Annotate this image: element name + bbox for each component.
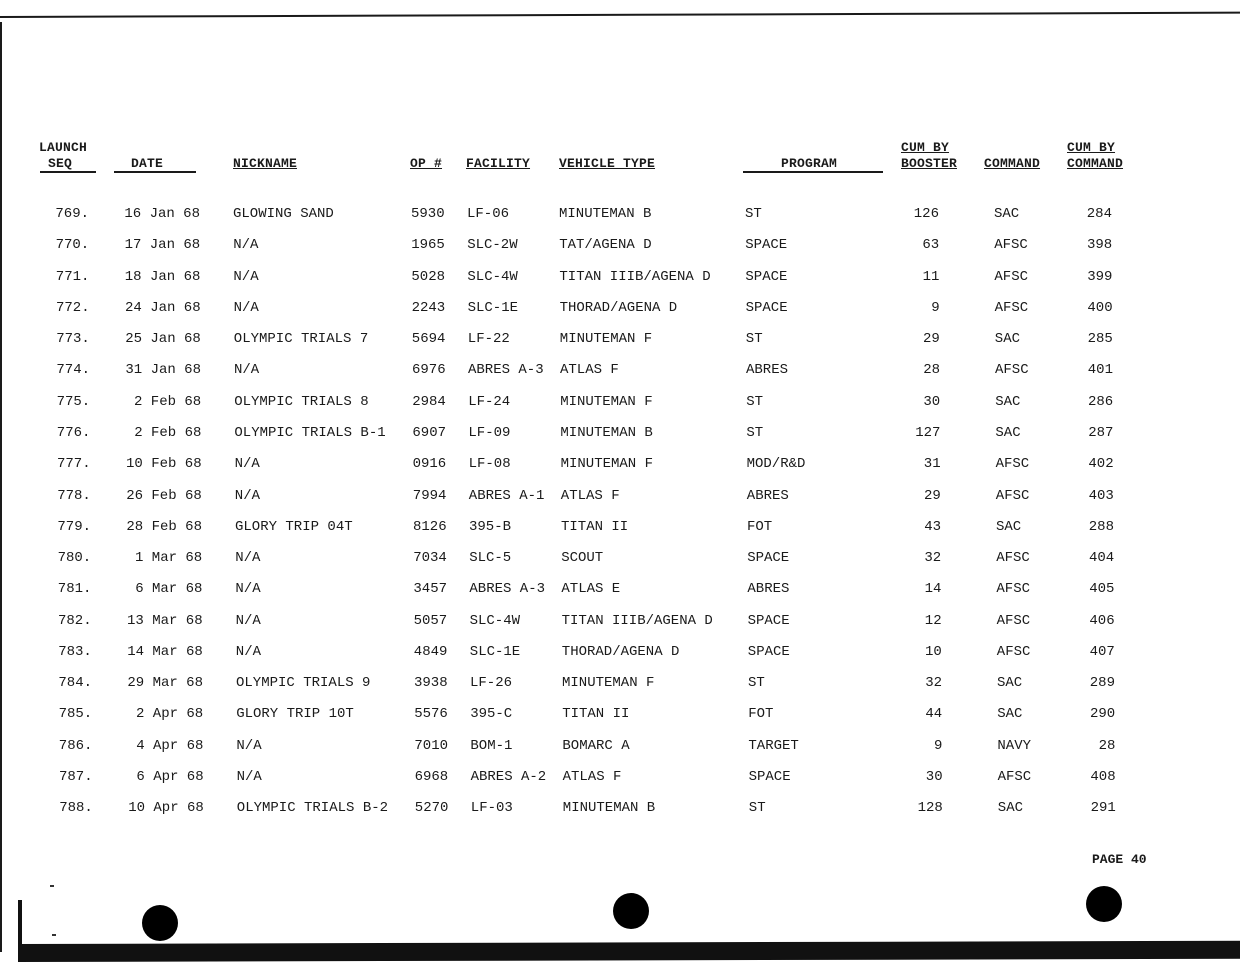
table-row xyxy=(0,673,1240,695)
cell-cum-command: 285 xyxy=(1087,331,1113,348)
cell-program: FOT xyxy=(747,518,773,535)
cell-date: 16 Jan 68 xyxy=(124,206,200,222)
cell-cum-booster: 9 xyxy=(934,737,943,754)
cell-program: SPACE xyxy=(748,769,791,786)
cell-facility: ABRES A-3 xyxy=(469,581,546,598)
cell-date: 14 Mar 68 xyxy=(127,643,203,660)
cell-nickname: N/A xyxy=(235,643,262,660)
cell-cum-command: 407 xyxy=(1089,643,1115,660)
cell-cum-command: 408 xyxy=(1090,769,1116,786)
header-cum-by-command: CUM BY COMMAND xyxy=(1067,140,1124,171)
cell-program: ABRES xyxy=(747,581,790,598)
cell-seq: 774. xyxy=(56,362,90,379)
cell-op: 7994 xyxy=(412,487,447,504)
cell-cum-booster: 29 xyxy=(924,487,941,504)
header-facility: FACILITY xyxy=(466,156,531,171)
cell-command: SAC xyxy=(997,706,1023,723)
cell-op: 3938 xyxy=(414,675,448,692)
cell-program: MOD/R&D xyxy=(746,456,806,473)
cell-command: SAC xyxy=(995,393,1021,410)
cell-nickname: N/A xyxy=(234,456,260,473)
cell-cum-booster: 10 xyxy=(925,643,942,660)
cell-vehicle-type: MINUTEMAN B xyxy=(559,206,652,222)
cell-date: 18 Jan 68 xyxy=(124,268,201,285)
cell-vehicle-type: MINUTEMAN B xyxy=(562,800,656,817)
cell-date: 2 Feb 68 xyxy=(133,393,202,410)
cell-op: 6968 xyxy=(414,769,449,786)
cell-nickname: OLYMPIC TRIALS B-2 xyxy=(236,800,389,817)
cell-cum-command: 400 xyxy=(1087,299,1113,316)
cell-vehicle-type: THORAD/AGENA D xyxy=(561,643,680,660)
cell-nickname: GLORY TRIP 10T xyxy=(236,706,354,723)
cell-cum-command: 405 xyxy=(1089,581,1115,598)
cell-cum-command: 290 xyxy=(1089,706,1116,723)
cell-seq: 772. xyxy=(56,299,90,316)
cell-facility: 395-B xyxy=(469,518,512,535)
cell-command: AFSC xyxy=(996,643,1031,660)
cell-op: 2243 xyxy=(411,299,446,316)
cell-program: SPACE xyxy=(745,299,788,316)
cell-seq: 784. xyxy=(58,675,92,692)
cell-command: SAC xyxy=(996,518,1022,535)
cell-date: 31 Jan 68 xyxy=(125,362,201,379)
cell-command: NAVY xyxy=(997,737,1031,754)
cell-program: SPACE xyxy=(747,643,790,660)
table-row xyxy=(0,454,1240,476)
cell-facility: BOM-1 xyxy=(470,737,513,754)
cell-op: 5930 xyxy=(411,206,445,222)
cell-program: SPACE xyxy=(747,612,790,629)
cell-program: ABRES xyxy=(746,487,789,504)
header-program: PROGRAM xyxy=(781,156,838,171)
cell-cum-booster: 29 xyxy=(923,331,940,348)
cell-cum-command: 403 xyxy=(1088,487,1114,504)
cell-nickname: N/A xyxy=(236,737,262,754)
table-row xyxy=(0,579,1240,601)
cell-nickname: N/A xyxy=(235,550,261,567)
cell-op: 5576 xyxy=(414,706,448,723)
cell-nickname: N/A xyxy=(235,612,261,629)
cell-op: 7034 xyxy=(413,550,447,567)
cell-facility: SLC-1E xyxy=(467,299,519,316)
table-row xyxy=(0,360,1240,382)
cell-vehicle-type: TITAN IIIB/AGENA D xyxy=(561,612,713,629)
cell-program: ST xyxy=(746,424,764,441)
cell-nickname: GLORY TRIP 04T xyxy=(235,518,353,535)
header-vehicle-type: VEHICLE TYPE xyxy=(559,156,656,171)
table-row xyxy=(0,517,1240,539)
cell-nickname: N/A xyxy=(235,581,261,598)
punch-hole-center xyxy=(613,893,649,929)
cell-vehicle-type: ATLAS F xyxy=(560,362,619,379)
punch-hole-left xyxy=(142,905,178,941)
cell-seq: 780. xyxy=(57,550,92,567)
cell-vehicle-type: MINUTEMAN F xyxy=(559,331,653,348)
scan-speck xyxy=(50,885,54,887)
cell-program: ST xyxy=(745,331,763,348)
cell-nickname: N/A xyxy=(233,268,259,285)
cell-nickname: N/A xyxy=(236,769,262,786)
cell-command: SAC xyxy=(994,331,1021,348)
cell-op: 7010 xyxy=(414,737,448,754)
cell-op: 8126 xyxy=(413,518,447,535)
cell-seq: 769. xyxy=(55,206,89,222)
cell-program: FOT xyxy=(748,706,774,723)
cell-seq: 770. xyxy=(55,237,90,254)
cell-vehicle-type: ATLAS E xyxy=(561,581,621,598)
cell-vehicle-type: THORAD/AGENA D xyxy=(559,299,678,316)
table-row xyxy=(0,642,1240,664)
cell-command: SAC xyxy=(997,675,1023,692)
cell-facility: LF-22 xyxy=(467,331,510,348)
cell-op: 2984 xyxy=(412,393,446,410)
cell-facility: SLC-2W xyxy=(467,237,518,254)
cell-program: ST xyxy=(745,206,762,222)
cell-op: 6976 xyxy=(412,362,446,379)
table-row xyxy=(0,736,1240,758)
cell-vehicle-type: SCOUT xyxy=(561,550,604,567)
cell-cum-booster: 126 xyxy=(913,206,939,222)
cell-vehicle-type: TITAN II xyxy=(562,706,630,723)
cell-date: 17 Jan 68 xyxy=(124,237,201,254)
table-row xyxy=(0,204,1240,226)
cell-facility: LF-26 xyxy=(470,675,513,692)
table-row xyxy=(0,798,1240,820)
cell-seq: 773. xyxy=(56,331,90,348)
cell-seq: 775. xyxy=(56,393,91,410)
table-row xyxy=(0,486,1240,508)
cell-vehicle-type: TITAN II xyxy=(561,518,629,535)
header-command: COMMAND xyxy=(984,156,1041,171)
header-nickname: NICKNAME xyxy=(233,156,298,171)
cell-cum-command: 287 xyxy=(1088,424,1114,441)
page-edge-bottom xyxy=(18,941,1240,962)
cell-nickname: OLYMPIC TRIALS 7 xyxy=(233,331,369,348)
table-row xyxy=(0,611,1240,633)
cell-command: SAC xyxy=(995,424,1021,441)
table-row xyxy=(0,329,1240,351)
table-row xyxy=(0,423,1240,445)
cell-date: 1 Mar 68 xyxy=(134,550,203,567)
cell-op: 5694 xyxy=(411,331,446,348)
cell-date: 4 Apr 68 xyxy=(136,737,204,754)
cell-cum-booster: 128 xyxy=(917,800,943,817)
cell-cum-booster: 30 xyxy=(925,769,943,786)
cell-vehicle-type: ATLAS F xyxy=(560,487,620,504)
cell-facility: LF-08 xyxy=(468,456,511,473)
cell-date: 2 Feb 68 xyxy=(134,424,202,441)
cell-seq: 787. xyxy=(59,769,93,786)
cell-facility: LF-06 xyxy=(467,206,510,222)
cell-cum-booster: 127 xyxy=(915,424,941,441)
cell-command: AFSC xyxy=(995,456,1030,473)
cell-op: 5028 xyxy=(411,268,445,285)
table-row xyxy=(0,392,1240,414)
cell-cum-command: 402 xyxy=(1088,456,1114,473)
cell-program: SPACE xyxy=(745,237,788,254)
cell-nickname: OLYMPIC TRIALS 8 xyxy=(234,393,369,410)
cell-cum-command: 406 xyxy=(1089,612,1115,629)
cell-program: SPACE xyxy=(747,550,790,567)
cell-date: 24 Jan 68 xyxy=(124,299,201,316)
cell-command: SAC xyxy=(997,800,1024,817)
cell-program: ABRES xyxy=(746,362,789,379)
cell-op: 5057 xyxy=(413,612,448,629)
cell-command: SAC xyxy=(994,206,1020,222)
cell-op: 5270 xyxy=(414,800,449,817)
cell-cum-booster: 63 xyxy=(922,237,940,254)
cell-op: 3457 xyxy=(413,581,447,598)
cell-facility: 395-C xyxy=(470,706,513,723)
cell-seq: 777. xyxy=(57,456,91,473)
cell-seq: 783. xyxy=(58,643,92,660)
cell-command: AFSC xyxy=(996,612,1031,629)
cell-date: 25 Jan 68 xyxy=(125,331,201,348)
cell-nickname: N/A xyxy=(233,299,259,316)
cell-command: AFSC xyxy=(994,299,1029,316)
cell-vehicle-type: MINUTEMAN B xyxy=(560,424,653,441)
cell-cum-command: 28 xyxy=(1098,737,1116,754)
table-row xyxy=(0,767,1240,789)
cell-cum-booster: 30 xyxy=(923,393,941,410)
cell-date: 29 Mar 68 xyxy=(127,675,203,692)
cell-facility: ABRES A-2 xyxy=(470,769,547,786)
cell-program: ST xyxy=(748,800,766,817)
cell-date: 28 Feb 68 xyxy=(126,518,202,535)
cell-cum-command: 289 xyxy=(1089,675,1115,692)
cell-command: AFSC xyxy=(995,362,1029,379)
cell-op: 1965 xyxy=(411,237,445,254)
cell-seq: 778. xyxy=(57,487,91,504)
cell-op: 4849 xyxy=(413,643,448,660)
header-launch-seq: LAUNCH SEQ xyxy=(39,140,88,171)
header-op: OP # xyxy=(410,156,443,171)
cell-op: 6907 xyxy=(412,424,446,441)
cell-facility: LF-03 xyxy=(470,800,513,817)
cell-facility: SLC-4W xyxy=(467,268,518,285)
cell-facility: SLC-5 xyxy=(469,550,512,567)
cell-cum-booster: 43 xyxy=(924,518,941,535)
cell-seq: 771. xyxy=(55,268,90,285)
page-edge-corner xyxy=(18,900,22,962)
cell-program: ST xyxy=(746,393,763,410)
cell-program: SPACE xyxy=(745,268,788,285)
cell-cum-booster: 28 xyxy=(923,362,940,379)
cell-nickname: N/A xyxy=(234,362,260,379)
cell-cum-command: 291 xyxy=(1090,800,1116,817)
cell-nickname: GLOWING SAND xyxy=(233,206,334,222)
cell-cum-booster: 31 xyxy=(923,456,941,473)
cell-vehicle-type: MINUTEMAN F xyxy=(560,393,653,410)
cell-seq: 788. xyxy=(59,800,93,817)
table-row xyxy=(0,704,1240,726)
cell-seq: 779. xyxy=(57,518,91,535)
cell-date: 26 Feb 68 xyxy=(126,487,202,504)
cell-seq: 776. xyxy=(56,424,91,441)
cell-cum-command: 398 xyxy=(1086,237,1113,254)
cell-cum-command: 284 xyxy=(1086,206,1112,222)
cell-program: TARGET xyxy=(748,737,799,754)
header-rule-program xyxy=(743,171,883,173)
cell-seq: 785. xyxy=(58,706,93,723)
cell-op: 0916 xyxy=(412,456,447,473)
cell-nickname: OLYMPIC TRIALS B-1 xyxy=(234,424,386,441)
cell-cum-booster: 44 xyxy=(925,706,943,723)
cell-command: AFSC xyxy=(997,769,1032,786)
cell-vehicle-type: MINUTEMAN F xyxy=(560,456,654,473)
scan-speck xyxy=(52,934,56,936)
cell-seq: 782. xyxy=(58,612,92,629)
cell-date: 2 Apr 68 xyxy=(135,706,204,723)
cell-vehicle-type: ATLAS F xyxy=(562,769,622,786)
cell-cum-booster: 32 xyxy=(924,550,942,567)
table-row xyxy=(0,235,1240,257)
cell-vehicle-type: MINUTEMAN F xyxy=(562,675,655,692)
cell-program: ST xyxy=(748,675,765,692)
cell-vehicle-type: BOMARC A xyxy=(562,737,630,754)
cell-facility: ABRES A-1 xyxy=(468,487,545,504)
cell-date: 6 Mar 68 xyxy=(135,581,203,598)
cell-cum-command: 286 xyxy=(1087,393,1114,410)
cell-command: AFSC xyxy=(994,268,1028,285)
cell-seq: 786. xyxy=(58,737,93,754)
cell-nickname: N/A xyxy=(233,237,259,254)
table-row xyxy=(0,267,1240,289)
cell-cum-booster: 12 xyxy=(924,612,942,629)
cell-facility: ABRES A-3 xyxy=(468,362,544,379)
cell-nickname: OLYMPIC TRIALS 9 xyxy=(236,675,371,692)
header-date: DATE xyxy=(131,156,164,171)
page-edge-top xyxy=(0,12,1240,18)
cell-cum-booster: 9 xyxy=(931,299,940,316)
table-row xyxy=(0,298,1240,320)
header-rule-date xyxy=(114,171,196,173)
cell-command: AFSC xyxy=(995,487,1030,504)
cell-cum-command: 399 xyxy=(1087,268,1113,285)
table-row xyxy=(0,548,1240,570)
cell-command: AFSC xyxy=(996,581,1030,598)
cell-command: AFSC xyxy=(994,237,1028,254)
cell-vehicle-type: TITAN IIIB/AGENA D xyxy=(559,268,711,285)
cell-date: 10 Apr 68 xyxy=(128,800,204,817)
cell-date: 13 Mar 68 xyxy=(126,612,203,629)
cell-date: 6 Apr 68 xyxy=(136,769,204,786)
cell-cum-booster: 14 xyxy=(924,581,942,598)
page-number: PAGE 40 xyxy=(1092,852,1147,867)
cell-cum-booster: 11 xyxy=(922,268,940,285)
cell-facility: LF-24 xyxy=(468,393,511,410)
header-cum-by-booster: CUM BY BOOSTER xyxy=(901,140,958,171)
cell-facility: SLC-4W xyxy=(469,612,521,629)
cell-command: AFSC xyxy=(996,550,1030,567)
cell-seq: 781. xyxy=(57,581,92,598)
cell-cum-booster: 32 xyxy=(925,675,942,692)
cell-cum-command: 288 xyxy=(1088,518,1114,535)
cell-nickname: N/A xyxy=(234,487,261,504)
cell-date: 10 Feb 68 xyxy=(125,456,202,473)
punch-hole-right xyxy=(1086,886,1122,922)
cell-facility: SLC-1E xyxy=(469,643,521,660)
cell-vehicle-type: TAT/AGENA D xyxy=(559,237,652,254)
cell-cum-command: 404 xyxy=(1088,550,1115,567)
header-rule-seq xyxy=(40,171,96,173)
cell-facility: LF-09 xyxy=(468,424,511,441)
cell-cum-command: 401 xyxy=(1087,362,1113,379)
